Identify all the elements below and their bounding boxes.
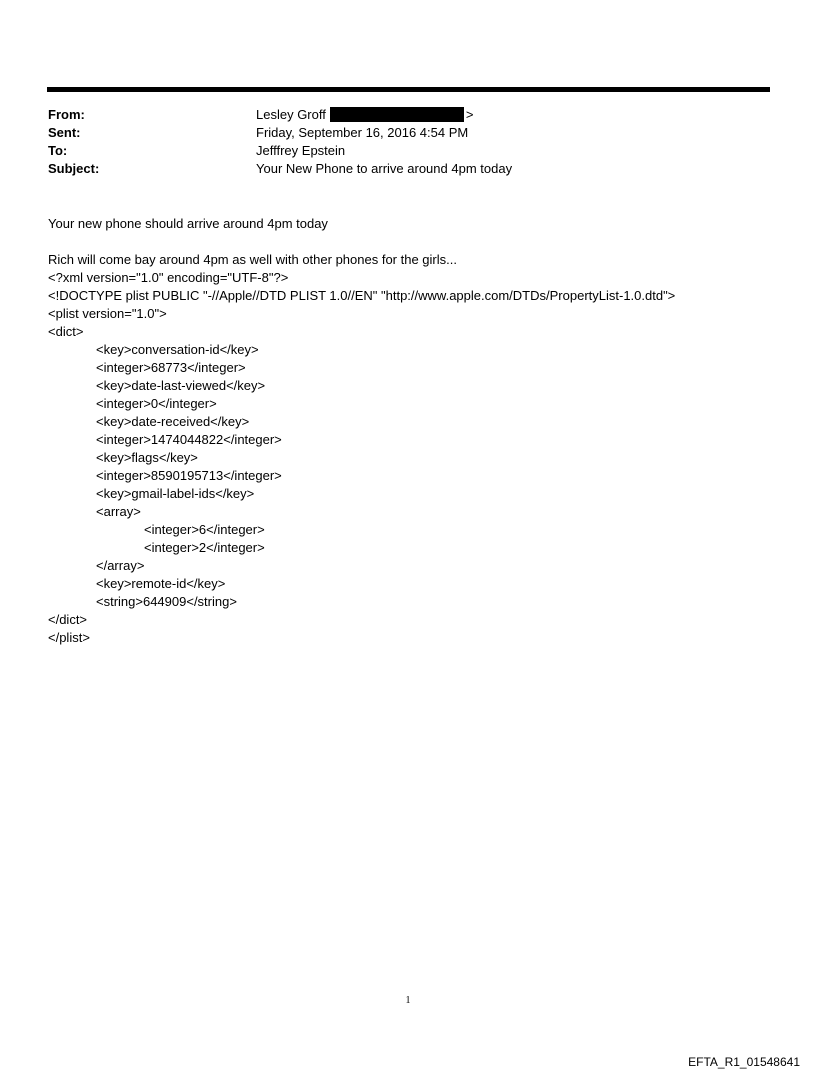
from-value bbox=[256, 106, 473, 124]
xml-line: </array> bbox=[96, 558, 145, 573]
xml-line: <array> bbox=[96, 504, 141, 519]
xml-line: <integer>1474044822</integer> bbox=[96, 432, 282, 447]
xml-line: <key>flags</key> bbox=[96, 450, 198, 465]
xml-line: <!DOCTYPE plist PUBLIC "-//Apple//DTD PLIST 1.0//EN" "http://www.apple.com/DTDs/PropertyList-1.0.dtd"> bbox=[48, 288, 676, 303]
xml-line: <key>remote-id</key> bbox=[96, 576, 226, 591]
body-line-2: Rich will come bay around 4pm as well with other phones for the girls... bbox=[48, 252, 457, 267]
from-suffix: > bbox=[465, 107, 474, 122]
xml-line: </plist> bbox=[48, 630, 90, 645]
to-value: Jefffrey Epstein bbox=[256, 143, 346, 158]
xml-line: <key>date-last-viewed</key> bbox=[96, 378, 266, 393]
xml-line: <plist version="1.0"> bbox=[48, 306, 167, 321]
sent-value: Friday, September 16, 2016 4:54 PM bbox=[256, 125, 469, 140]
xml-line: <key>conversation-id</key> bbox=[96, 342, 259, 357]
to-label: To: bbox=[48, 143, 68, 158]
xml-line: <string>644909</string> bbox=[96, 594, 237, 609]
from-name: Lesley Groff bbox=[256, 107, 326, 122]
xml-line: <integer>8590195713</integer> bbox=[96, 468, 282, 483]
page-number: 1 bbox=[405, 995, 411, 1006]
redaction-block bbox=[330, 107, 464, 122]
body-line-1: Your new phone should arrive around 4pm today bbox=[48, 216, 328, 231]
subject-value: Your New Phone to arrive around 4pm today bbox=[256, 161, 513, 176]
xml-line: <integer>2</integer> bbox=[144, 540, 265, 555]
xml-line: <?xml version="1.0" encoding="UTF-8"?> bbox=[48, 270, 289, 285]
xml-line: <integer>6</integer> bbox=[144, 522, 265, 537]
xml-line: <integer>68773</integer> bbox=[96, 360, 246, 375]
bates-id: EFTA_R1_01548641 bbox=[688, 1055, 800, 1069]
xml-line: <key>gmail-label-ids</key> bbox=[96, 486, 255, 501]
sent-label: Sent: bbox=[48, 125, 81, 140]
header-rule bbox=[47, 87, 770, 92]
subject-label: Subject: bbox=[48, 161, 100, 176]
xml-line: <dict> bbox=[48, 324, 84, 339]
xml-line: <key>date-received</key> bbox=[96, 414, 250, 429]
xml-line: </dict> bbox=[48, 612, 88, 627]
xml-line: <integer>0</integer> bbox=[96, 396, 217, 411]
from-label: From: bbox=[48, 107, 85, 122]
